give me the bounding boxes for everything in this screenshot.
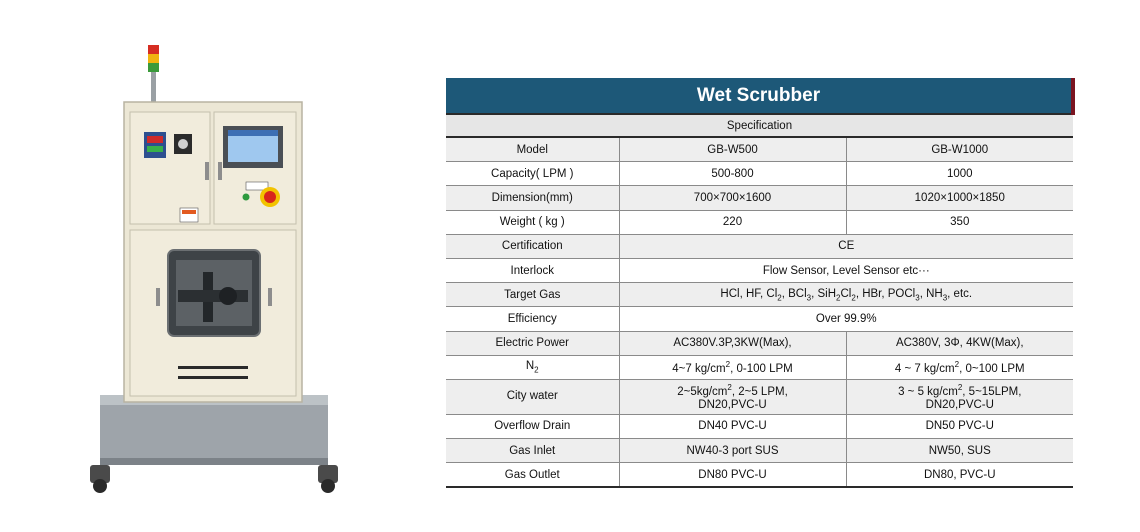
cell-value: 3 ~ 5 $kg/cm^2$, 5~15LPM, DN20,PVC-U: [846, 379, 1073, 414]
row-label: Efficiency: [446, 307, 619, 331]
row-label: Target Gas: [446, 283, 619, 307]
cell-value: Flow Sensor, Level Sensor etc···: [619, 258, 1073, 282]
cell-value: Over 99.9%: [619, 307, 1073, 331]
wet-scrubber-machine-image: [78, 40, 348, 500]
signal-tower-yellow: [148, 54, 159, 63]
row-label: Weight ( kg ): [446, 210, 619, 234]
door-handle: [218, 162, 222, 180]
temperature-controller: [144, 132, 166, 158]
lower-door-handle: [268, 288, 272, 306]
signal-tower-green: [148, 63, 159, 72]
vent-slot: [178, 376, 248, 379]
table-row: [446, 355, 1073, 379]
row-label: Gas Outlet: [446, 463, 619, 488]
drip-tray-base: [100, 458, 328, 465]
row-label: Gas Inlet: [446, 439, 619, 463]
cell-value: 350: [846, 210, 1073, 234]
cell-value: $2\sim 5kg/cm^2$, 2~5 LPM, DN20,PVC-U: [619, 379, 846, 414]
cell-value: 4~7 $kg/cm^2$, 0-100 LPM: [619, 355, 846, 379]
drip-tray: [100, 395, 328, 465]
table-row: [446, 210, 1073, 234]
table-row: [446, 234, 1073, 258]
cell-value: GB-W500: [619, 137, 846, 162]
indicator-lamp: [243, 194, 250, 201]
specification-table: [446, 78, 1075, 488]
row-label: Capacity( LPM ): [446, 162, 619, 186]
table-row: [446, 283, 1073, 307]
upper-door-left: [130, 112, 210, 224]
table-subtitle: Specification: [446, 114, 1073, 137]
cell-value: NW40-3 port SUS: [619, 439, 846, 463]
table-row: [446, 414, 1073, 438]
cell-value: 4 ~ 7 $kg/cm^2$, 0~100 LPM: [846, 355, 1073, 379]
cell-value: 700×700×1600: [619, 186, 846, 210]
cell-value: DN80 PVC-U: [619, 463, 846, 488]
table-row: [446, 379, 1073, 414]
cell-value: DN40 PVC-U: [619, 414, 846, 438]
table-title: Wet Scrubber: [446, 78, 1073, 114]
row-label: Interlock: [446, 258, 619, 282]
vent-slot: [178, 366, 248, 369]
row-label: Dimension(mm): [446, 186, 619, 210]
table-row: [446, 331, 1073, 355]
row-label: Overflow Drain: [446, 414, 619, 438]
cell-value: CE: [619, 234, 1073, 258]
cell-value: DN50 PVC-U: [846, 414, 1073, 438]
cell-value: 500-800: [619, 162, 846, 186]
cell-value: 1020×1000×1850: [846, 186, 1073, 210]
cell-value: AC380V.3P,3KW(Max),: [619, 331, 846, 355]
door-handle: [205, 162, 209, 180]
row-label: Model: [446, 137, 619, 162]
table-row: [446, 186, 1073, 210]
row-label: Electric Power: [446, 331, 619, 355]
table-row: [446, 258, 1073, 282]
signal-tower-pole: [151, 72, 156, 102]
cell-value: HCl, HF, $Cl_2$, BCl$_3$, $SiH_2Cl_2$, HBr, POCl$_3$, $NH_3$, etc.: [619, 283, 1073, 307]
cell-value: AC380V, 3Φ, 4KW(Max),: [846, 331, 1073, 355]
cell-value: 220: [619, 210, 846, 234]
table-row: [446, 439, 1073, 463]
cell-value: GB-W1000: [846, 137, 1073, 162]
row-label: Certification: [446, 234, 619, 258]
table-row: [446, 137, 1073, 162]
cell-value: NW50, SUS: [846, 439, 1073, 463]
table-row: [446, 307, 1073, 331]
row-label: City water: [446, 379, 619, 414]
row-label: $N_2$: [446, 355, 619, 379]
cell-value: 1000: [846, 162, 1073, 186]
table-row: [446, 162, 1073, 186]
lower-door-handle: [156, 288, 160, 306]
signal-tower-red: [148, 45, 159, 54]
table-row: [446, 463, 1073, 488]
cell-value: DN80, PVC-U: [846, 463, 1073, 488]
